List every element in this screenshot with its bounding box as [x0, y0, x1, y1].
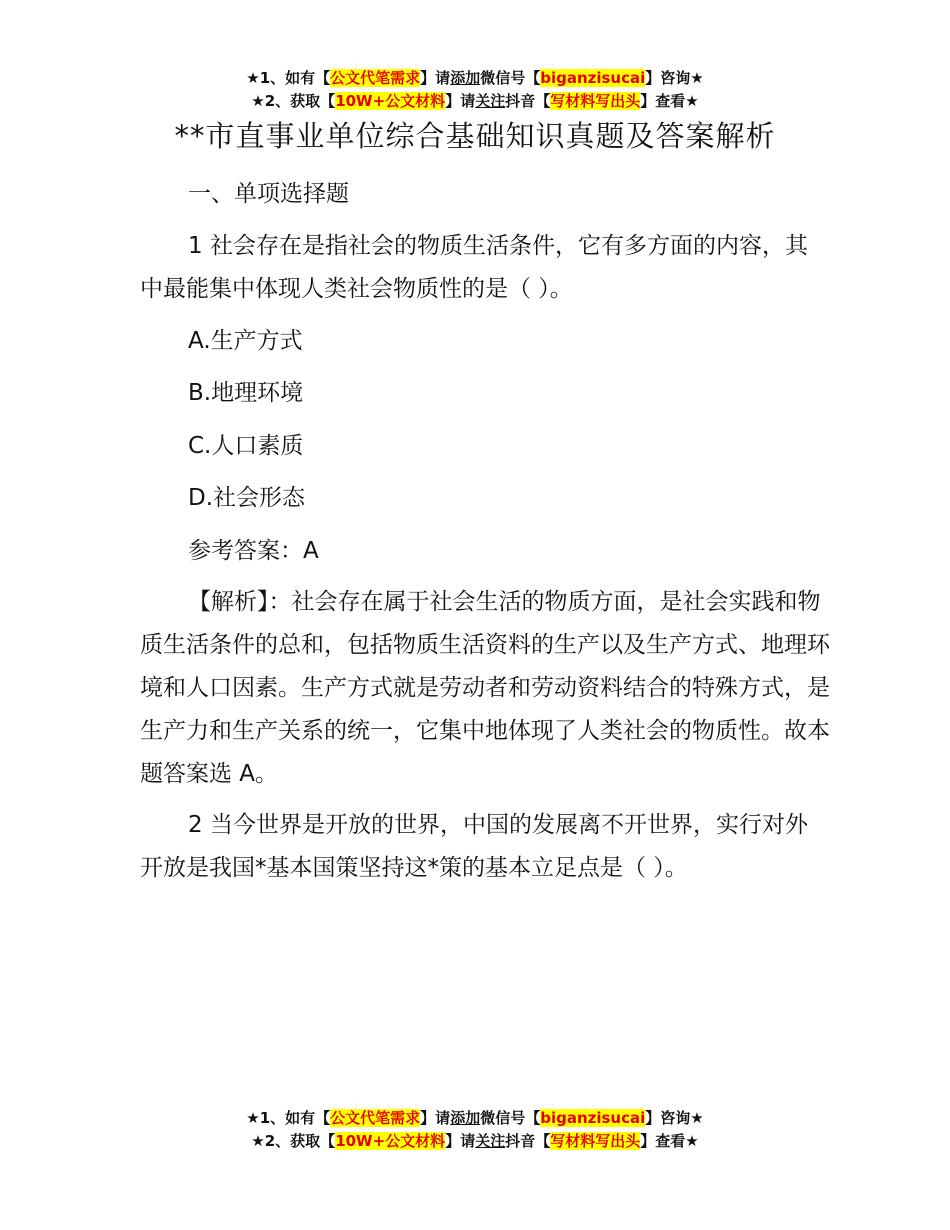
answer: 参考答案：A — [188, 537, 319, 564]
banner-highlight: 公文代笔需求 — [330, 69, 421, 87]
banner-highlight: 公文代笔需求 — [330, 1109, 421, 1127]
banner-text: 】咨询★ — [645, 1109, 704, 1127]
banner-line-1 — [0, 67, 950, 90]
banner-text: 】请 — [420, 1109, 451, 1127]
banner-text: 抖音【 — [505, 92, 551, 110]
banner-text: ★2、获取【 — [251, 92, 336, 110]
banner-text: 微信号【 — [480, 1109, 541, 1127]
analysis: 【解析】：社会存在属于社会生活的物质方面，是社会实践和物质生活条件的总和，包括物质生活资料的生产以及生产方式、地理环境和人口因素。生产方式就是劳动者和劳动资料结合的特殊方式，是生产力和生产关系的统一，它集中地体现了人类社会的物质性。故本题答案选 A。 — [140, 589, 830, 787]
section-heading: 一、单项选择题 — [188, 181, 349, 207]
document-title: **市直事业单位综合基础知识真题及答案解析 — [174, 119, 776, 153]
option-a: A.生产方式 — [188, 327, 303, 354]
banner-text: 】咨询★ — [645, 69, 704, 87]
banner-text: 】查看★ — [640, 1132, 699, 1150]
banner-underline: 添加 — [450, 69, 481, 87]
banner-highlight: biganzisucai — [540, 69, 646, 87]
footer-banner — [0, 1107, 950, 1153]
banner-highlight: 写材料写出头 — [550, 92, 641, 110]
header-banner — [0, 67, 950, 113]
banner-underline: 添加 — [450, 1109, 481, 1127]
banner-text: 】查看★ — [640, 92, 699, 110]
banner-text: 微信号【 — [480, 69, 541, 87]
option-d: D.社会形态 — [188, 485, 306, 511]
banner-highlight: 写材料写出头 — [550, 1132, 641, 1150]
banner-highlight: 10W+公文材料 — [335, 92, 446, 110]
banner-text: 抖音【 — [505, 1132, 551, 1150]
banner-underline: 关注 — [475, 92, 506, 110]
banner-underline: 关注 — [475, 1132, 506, 1150]
banner-highlight: 10W+公文材料 — [335, 1132, 446, 1150]
banner-text: ★1、如有【 — [246, 69, 331, 87]
banner-line-2 — [0, 1130, 950, 1153]
banner-text: ★2、获取【 — [251, 1132, 336, 1150]
question-1-stem: 1 社会存在是指社会的物质生活条件，它有多方面的内容，其中最能集中体现人类社会物质性的是（ ）。 — [140, 232, 808, 302]
banner-text: ★1、如有【 — [246, 1109, 331, 1127]
banner-text: 】请 — [445, 1132, 476, 1150]
banner-line-2 — [0, 90, 950, 113]
banner-text: 】请 — [445, 92, 476, 110]
question-2-stem: 2 当今世界是开放的世界，中国的发展离不开世界，实行对外开放是我国*基本国策坚持这*策的基本立足点是（ ）。 — [140, 812, 808, 881]
banner-highlight: biganzisucai — [540, 1109, 646, 1127]
document-body — [140, 172, 830, 898]
banner-line-1 — [0, 1107, 950, 1130]
banner-text: 】请 — [420, 69, 451, 87]
option-c: C.人口素质 — [188, 432, 304, 459]
option-b: B.地理环境 — [188, 380, 304, 406]
